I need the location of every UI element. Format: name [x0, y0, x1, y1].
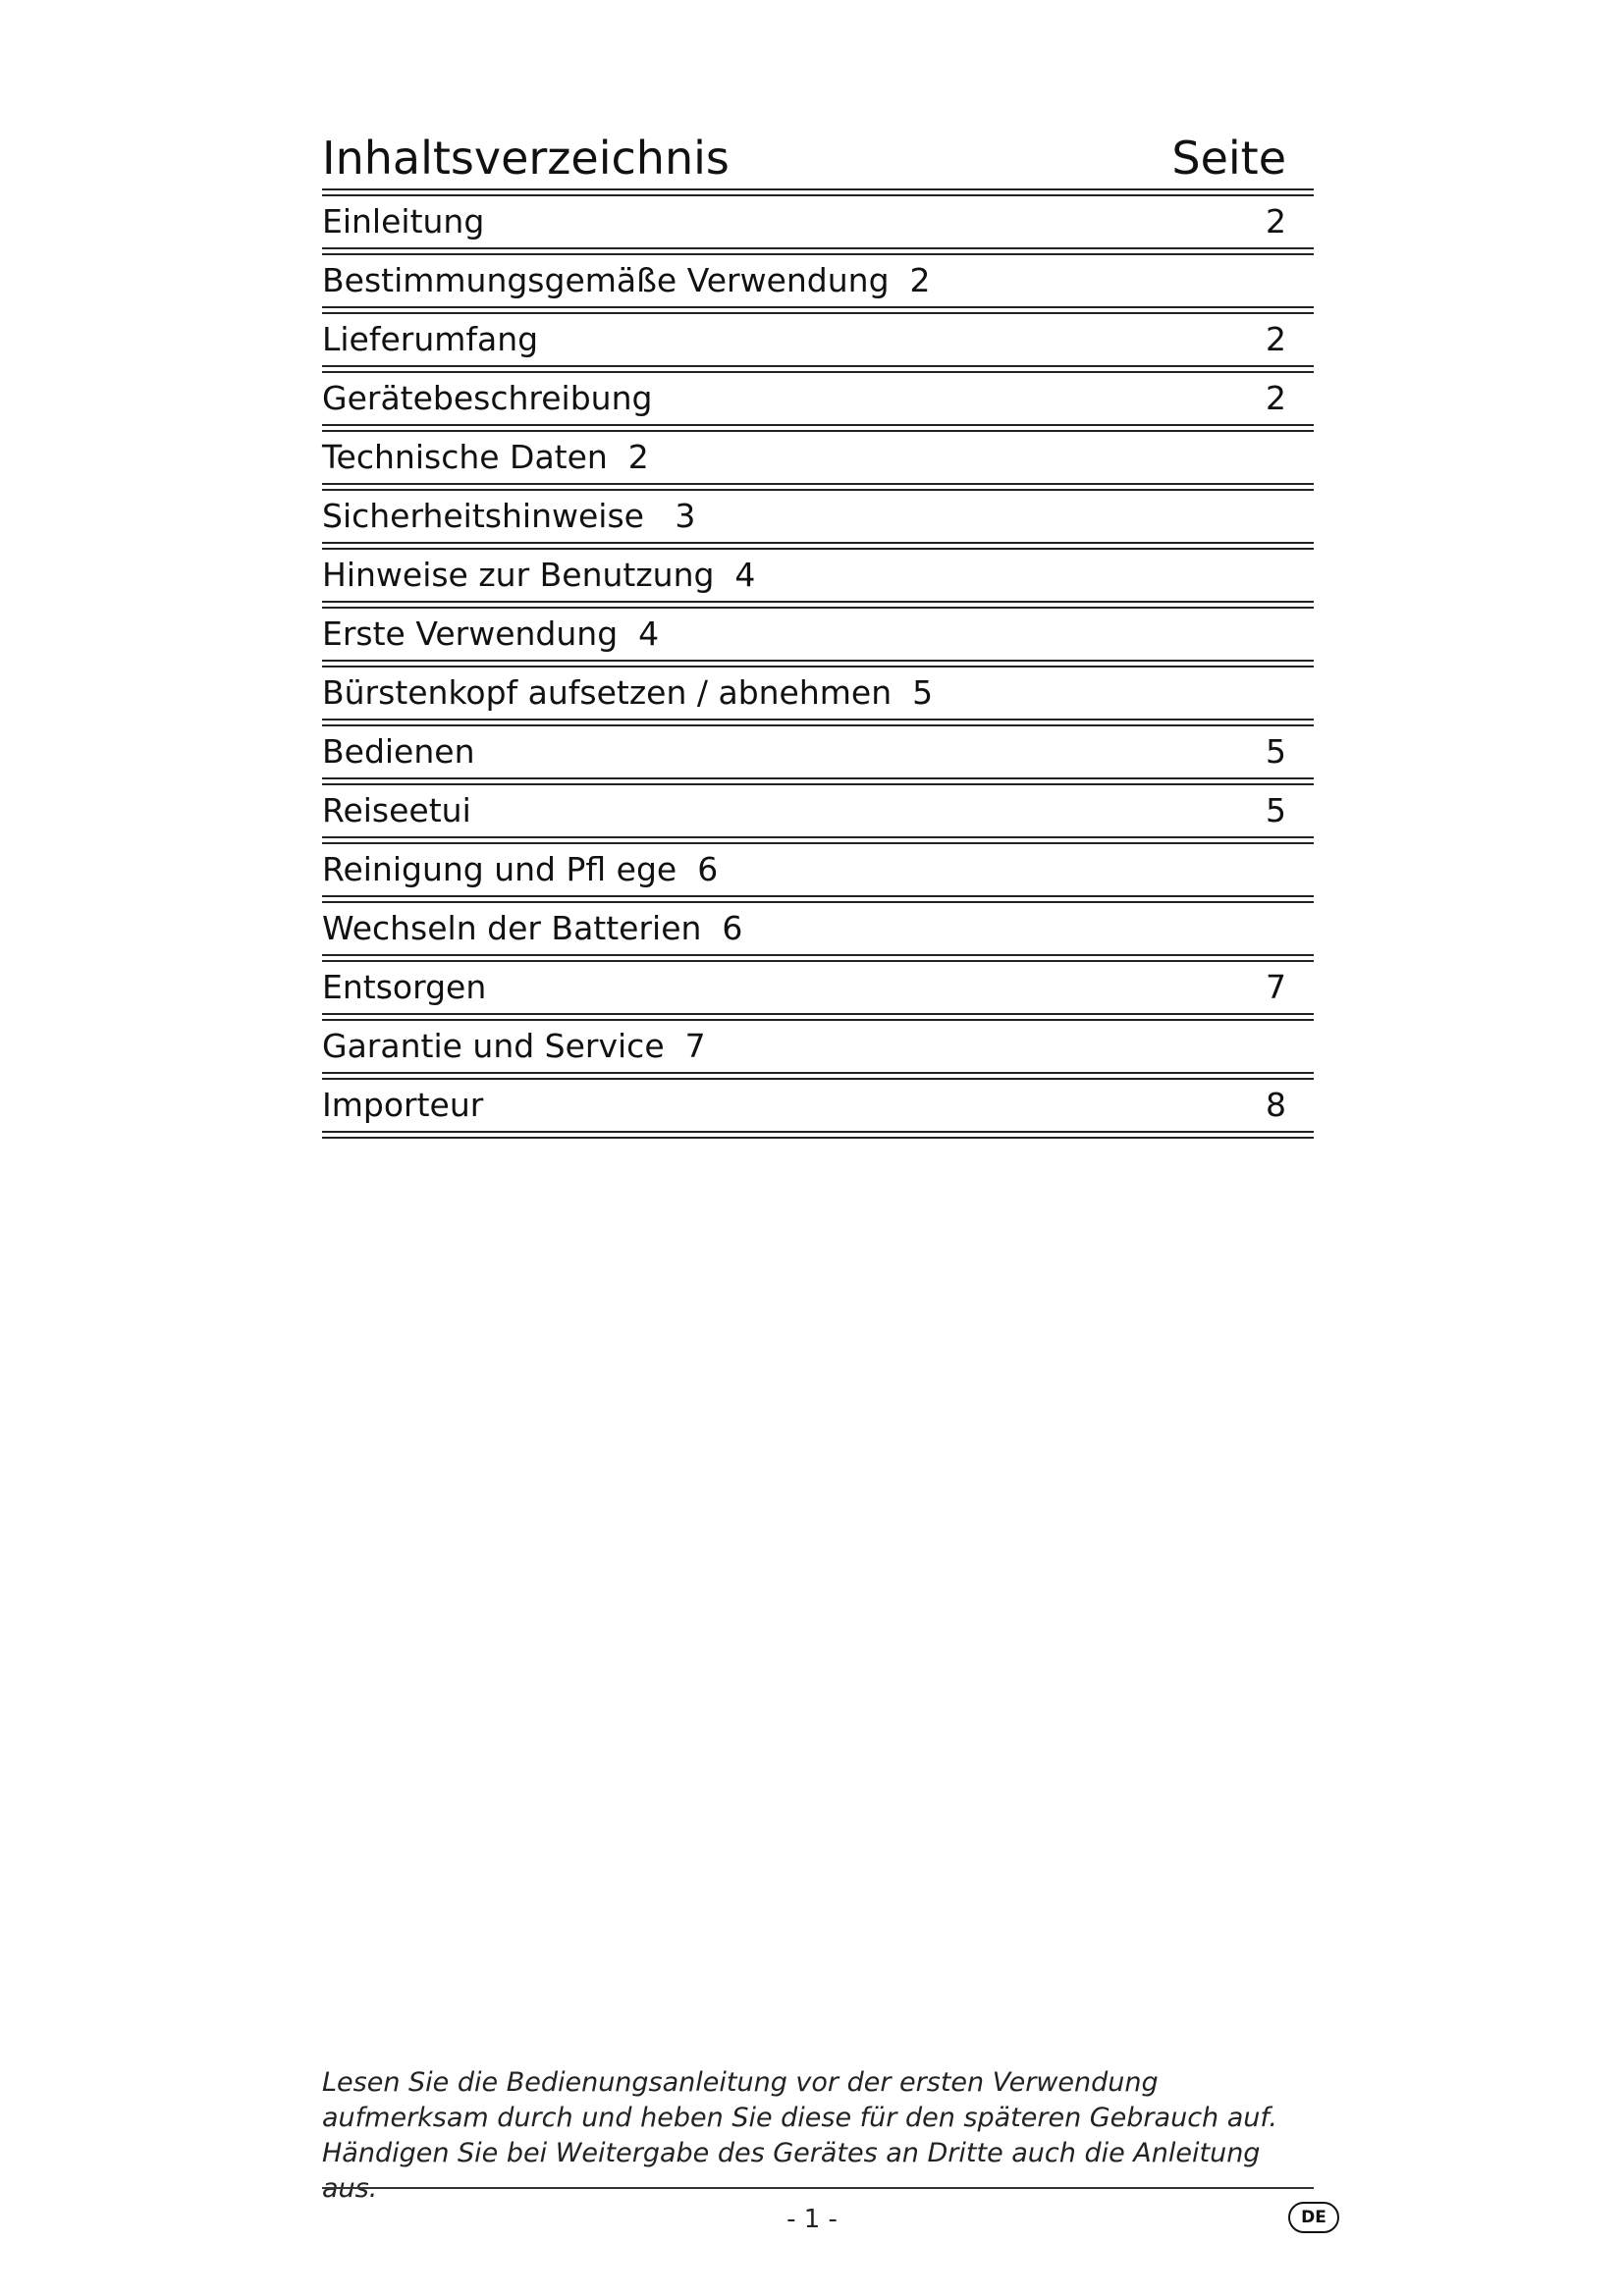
toc-entry-label: Importeur	[322, 1086, 484, 1124]
toc-entry-page: 2	[1266, 320, 1286, 358]
toc-entry	[322, 609, 1314, 660]
toc-entry	[322, 785, 1314, 836]
toc-entry-label: Reinigung und Pfl ege 6	[322, 850, 719, 888]
footer-divider	[322, 2187, 1314, 2189]
toc-entry-divider	[322, 836, 1314, 844]
toc-entry-divider	[322, 719, 1314, 726]
toc-entry-page: 5	[1266, 732, 1286, 771]
toc-entry	[322, 1080, 1314, 1131]
toc-entry-divider	[322, 954, 1314, 962]
toc-entry-label: Technische Daten 2	[322, 438, 649, 476]
toc-entry	[322, 1021, 1314, 1072]
toc-entry-label: Bestimmungsgemäße Verwendung 2	[322, 261, 931, 299]
toc-entry-page: 8	[1266, 1086, 1286, 1124]
toc-entry	[322, 962, 1314, 1013]
toc-entry-divider	[322, 424, 1314, 432]
reading-instruction-note: Lesen Sie die Bedienungsanleitung vor der ersten Verwendung aufmerksam durch und heben Sie diese für den späteren Gebrauch auf. Händigen Sie bei Weitergabe des Gerätes an Dritte auch die Anleitung aus.	[322, 2067, 1278, 2204]
toc-entry-label: Erste Verwendung 4	[322, 614, 660, 653]
toc-entry-label: Einleitung	[322, 202, 485, 240]
toc-entry	[322, 667, 1314, 719]
toc-page-column-header: Seite	[1171, 132, 1286, 185]
toc-entry-label: Reiseetui	[322, 791, 471, 829]
toc-header-divider	[322, 188, 1314, 196]
table-of-contents	[322, 128, 1314, 1139]
toc-entry	[322, 726, 1314, 777]
toc-entry-label: Entsorgen	[322, 968, 487, 1006]
toc-entry	[322, 373, 1314, 424]
toc-entry-divider	[322, 365, 1314, 373]
toc-entry-divider	[322, 247, 1314, 255]
toc-entry-label: Sicherheitshinweise 3	[322, 497, 696, 535]
toc-header	[322, 128, 1314, 188]
toc-entry-divider	[322, 777, 1314, 785]
toc-entry-label: Bedienen	[322, 732, 475, 771]
toc-entry-page: 2	[1266, 202, 1286, 240]
toc-entry-divider	[322, 1131, 1314, 1139]
toc-entry-label: Wechseln der Batterien 6	[322, 909, 743, 947]
toc-entry	[322, 903, 1314, 954]
toc-entry-label: Lieferumfang	[322, 320, 539, 358]
toc-entry	[322, 314, 1314, 365]
toc-entry-page: 7	[1266, 968, 1286, 1006]
toc-entry	[322, 255, 1314, 306]
toc-entry	[322, 196, 1314, 247]
toc-entry	[322, 432, 1314, 483]
toc-entry	[322, 550, 1314, 601]
toc-entry	[322, 491, 1314, 542]
toc-entry-divider	[322, 483, 1314, 491]
toc-entry-divider	[322, 306, 1314, 314]
toc-entry-label: Hinweise zur Benutzung 4	[322, 556, 756, 594]
toc-entry-label: Gerätebeschreibung	[322, 379, 653, 417]
toc-entry-divider	[322, 1013, 1314, 1021]
language-badge: DE	[1288, 2202, 1339, 2233]
toc-entries	[322, 196, 1314, 1139]
toc-entry-divider	[322, 895, 1314, 903]
toc-entry-divider	[322, 601, 1314, 609]
page-number: - 1 -	[786, 2205, 838, 2234]
toc-entry-divider	[322, 542, 1314, 550]
toc-entry-divider	[322, 1072, 1314, 1080]
toc-entry-page: 5	[1266, 791, 1286, 829]
toc-entry-divider	[322, 660, 1314, 667]
toc-entry-label: Garantie und Service 7	[322, 1027, 706, 1065]
toc-entry-page: 2	[1266, 379, 1286, 417]
toc-entry-label: Bürstenkopf aufsetzen / abnehmen 5	[322, 673, 934, 712]
toc-title: Inhaltsverzeichnis	[322, 132, 730, 185]
toc-entry	[322, 844, 1314, 895]
